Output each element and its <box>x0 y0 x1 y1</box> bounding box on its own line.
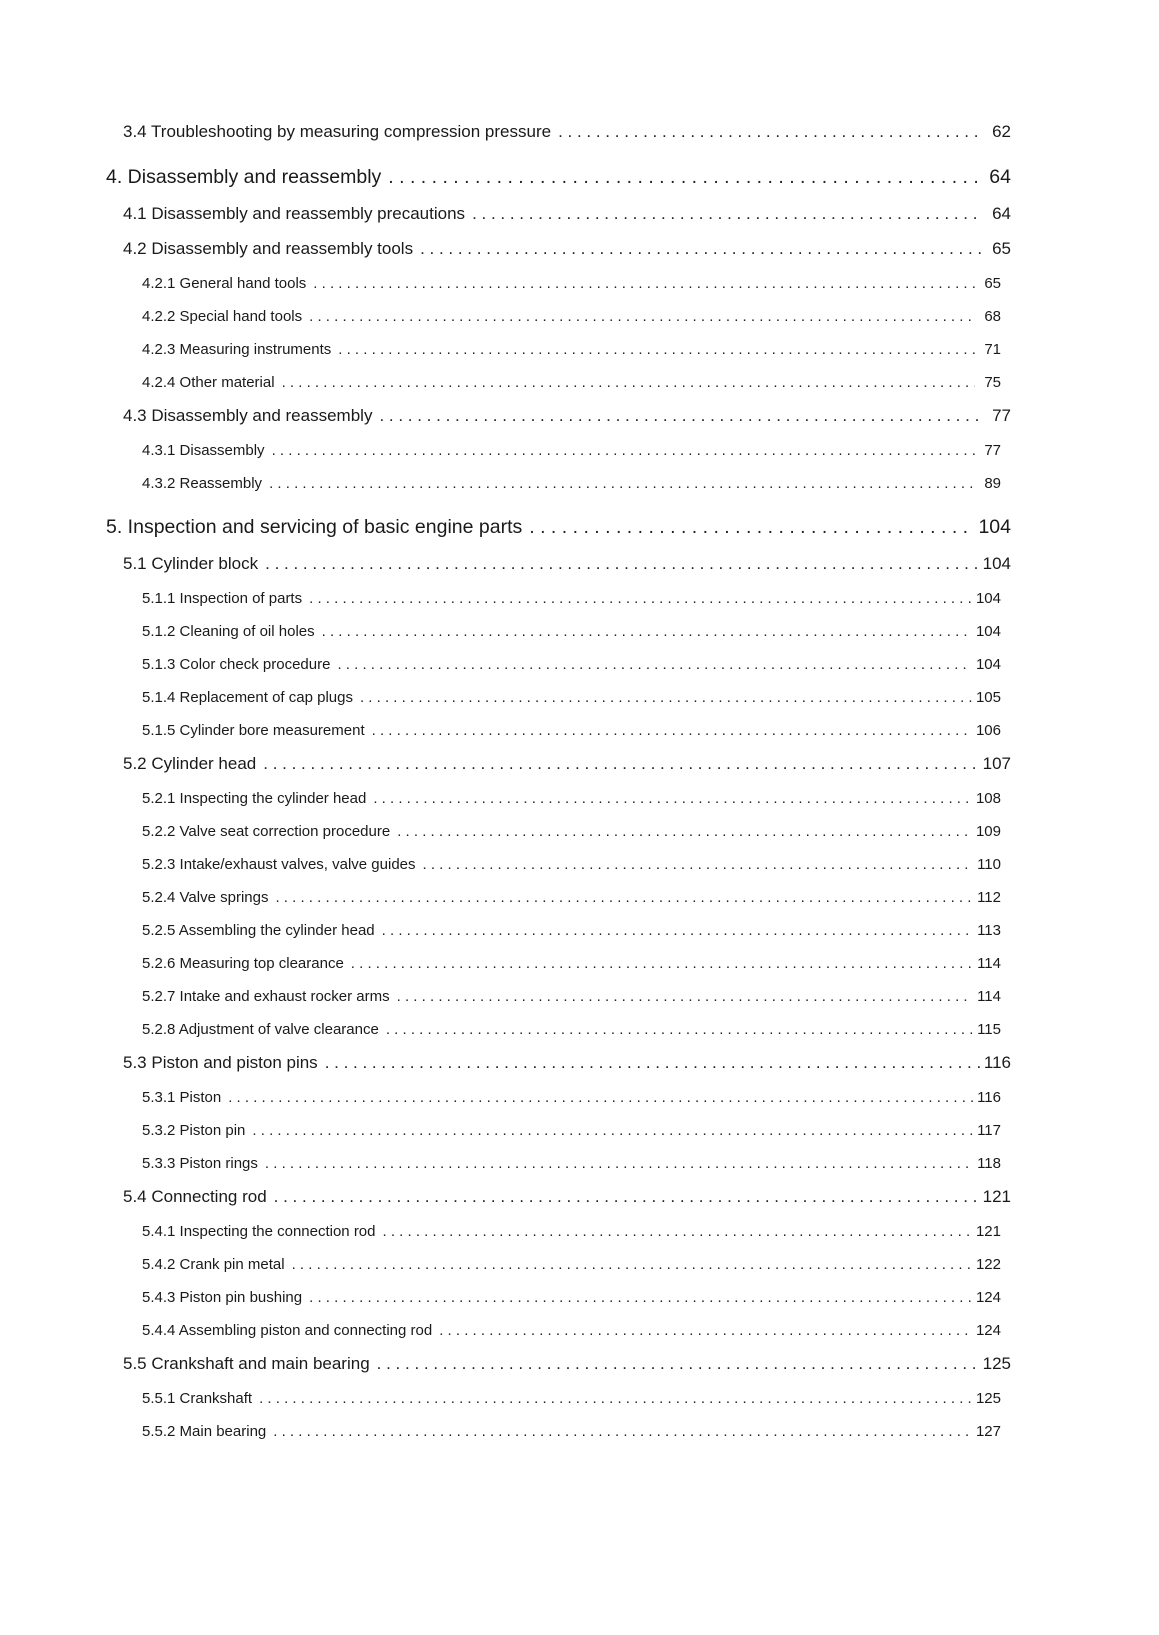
toc-entry-page: 104 <box>978 516 1011 538</box>
toc-entry <box>106 239 1011 259</box>
toc-dot-leader <box>377 1354 979 1374</box>
toc-entry-title: 5.2.3 Intake/exhaust valves, valve guides <box>142 856 416 873</box>
toc-entry <box>106 1322 1011 1339</box>
toc-dot-leader <box>228 1089 973 1106</box>
toc-dot-leader <box>272 442 975 459</box>
toc-dot-leader <box>529 516 974 539</box>
toc-entry-title: 5.2.1 Inspecting the cylinder head <box>142 790 367 807</box>
toc-entry-title: 5.2.2 Valve seat correction procedure <box>142 823 391 840</box>
toc-entry <box>106 1187 1011 1207</box>
toc-dot-leader <box>325 1053 980 1073</box>
toc-entry-page: 104 <box>975 656 1001 673</box>
toc-entry-title: 5.3.2 Piston pin <box>142 1122 246 1139</box>
toc-dot-leader <box>337 656 972 673</box>
toc-dot-leader <box>383 1223 972 1240</box>
toc-entry-page: 62 <box>992 122 1011 141</box>
toc-entry-page: 118 <box>977 1155 1001 1172</box>
toc-entry-page: 64 <box>992 204 1011 223</box>
toc-entry <box>106 341 1011 358</box>
toc-entry-title: 5.1.2 Cleaning of oil holes <box>142 623 315 640</box>
toc-entry-title: 5.4.2 Crank pin metal <box>142 1256 285 1273</box>
toc-entry-title: 5.2.6 Measuring top clearance <box>142 955 344 972</box>
toc-entry-title: 5.3.3 Piston rings <box>142 1155 258 1172</box>
toc-entry-title: 5.5 Crankshaft and main bearing <box>123 1354 370 1373</box>
toc-entry <box>106 516 1011 539</box>
toc-dot-leader <box>397 823 972 840</box>
toc-dot-leader <box>382 922 973 939</box>
toc-entry-page: 114 <box>977 988 1001 1005</box>
toc-entry-page: 124 <box>975 1322 1001 1339</box>
toc-entry-page: 122 <box>975 1256 1001 1273</box>
toc-dot-leader <box>259 1390 972 1407</box>
toc-entry-title: 5.4.1 Inspecting the connection rod <box>142 1223 376 1240</box>
toc-dot-leader <box>388 166 977 189</box>
toc-entry-page: 68 <box>984 308 1001 325</box>
toc-entry <box>106 204 1011 224</box>
toc-dot-leader <box>351 955 973 972</box>
toc-entry-page: 110 <box>977 856 1001 873</box>
toc-entry-title: 5.5.1 Crankshaft <box>142 1390 253 1407</box>
toc-entry-title: 5.4 Connecting rod <box>123 1187 267 1206</box>
toc-entry <box>106 1354 1011 1374</box>
toc-entry-page: 77 <box>992 406 1011 425</box>
toc-entry-title: 5.1.5 Cylinder bore measurement <box>142 722 365 739</box>
toc-dot-leader <box>309 590 972 607</box>
toc-entry-title: 3.4 Troubleshooting by measuring compression pressure <box>123 122 552 141</box>
toc-entry <box>106 590 1011 607</box>
toc-entry-page: 116 <box>977 1089 1001 1106</box>
toc-dot-leader <box>269 475 975 492</box>
toc-entry <box>106 889 1011 906</box>
toc-entry <box>106 554 1011 574</box>
toc-dot-leader <box>386 1021 973 1038</box>
toc-entry-page: 75 <box>984 374 1001 391</box>
toc-entry-title: 5.4.4 Assembling piston and connecting rod <box>142 1322 433 1339</box>
toc-entry-page: 104 <box>975 590 1001 607</box>
toc-dot-leader <box>313 275 975 292</box>
toc-entry <box>106 623 1011 640</box>
toc-entry-title: 4.2.3 Measuring instruments <box>142 341 332 358</box>
toc-entry <box>106 656 1011 673</box>
toc-dot-leader <box>472 204 983 224</box>
toc-entry-page: 106 <box>975 722 1001 739</box>
toc-entry <box>106 722 1011 739</box>
toc-dot-leader <box>372 722 972 739</box>
toc-entry-page: 107 <box>982 754 1011 773</box>
toc-entry-page: 65 <box>992 239 1011 258</box>
toc-entry <box>106 1122 1011 1139</box>
toc-dot-leader <box>338 341 975 358</box>
toc-dot-leader <box>423 856 974 873</box>
toc-dot-leader <box>309 308 975 325</box>
toc-entry <box>106 1053 1011 1073</box>
toc-entry-title: 5.2.7 Intake and exhaust rocker arms <box>142 988 390 1005</box>
toc-entry <box>106 754 1011 774</box>
toc-entry <box>106 374 1011 391</box>
toc-entry <box>106 790 1011 807</box>
toc-dot-leader <box>360 689 972 706</box>
toc-entry-title: 5.1 Cylinder block <box>123 554 259 573</box>
toc-entry-title: 5.3 Piston and piston pins <box>123 1053 318 1072</box>
toc-dot-leader <box>265 554 979 574</box>
toc-entry <box>106 1223 1011 1240</box>
toc-dot-leader <box>265 1155 973 1172</box>
toc-entry-title: 5.2.4 Valve springs <box>142 889 269 906</box>
toc-entry-page: 71 <box>984 341 1001 358</box>
toc-entry <box>106 475 1011 492</box>
toc-entry-page: 125 <box>975 1390 1001 1407</box>
toc-entry <box>106 823 1011 840</box>
toc-entry-title: 4.2 Disassembly and reassembly tools <box>123 239 414 258</box>
toc-entry-title: 5.1.3 Color check procedure <box>142 656 331 673</box>
toc-entry <box>106 1289 1011 1306</box>
toc-entry-title: 5.3.1 Piston <box>142 1089 222 1106</box>
toc-entry-title: 4.2.4 Other material <box>142 374 275 391</box>
toc-entry <box>106 442 1011 459</box>
toc-entry-page: 113 <box>977 922 1001 939</box>
toc-entry <box>106 166 1011 189</box>
toc-entry-page: 77 <box>984 442 1001 459</box>
toc-dot-leader <box>309 1289 972 1306</box>
toc-entry-title: 5.2 Cylinder head <box>123 754 257 773</box>
toc-entry <box>106 922 1011 939</box>
toc-entry-title: 5.2.5 Assembling the cylinder head <box>142 922 375 939</box>
toc-entry-page: 65 <box>984 275 1001 292</box>
toc-entry <box>106 308 1011 325</box>
toc-entry-title: 5.1.1 Inspection of parts <box>142 590 303 607</box>
toc-dot-leader <box>373 790 972 807</box>
toc-entry-page: 89 <box>984 475 1001 492</box>
toc-list <box>106 122 1011 1440</box>
toc-dot-leader <box>282 374 975 391</box>
toc-entry-title: 5.4.3 Piston pin bushing <box>142 1289 303 1306</box>
toc-entry-page: 127 <box>975 1423 1001 1440</box>
toc-dot-leader <box>275 889 973 906</box>
toc-entry-page: 117 <box>977 1122 1001 1139</box>
toc-dot-leader <box>379 406 983 426</box>
toc-entry-title: 4.1 Disassembly and reassembly precautions <box>123 204 466 223</box>
toc-entry-page: 108 <box>975 790 1001 807</box>
toc-entry-page: 124 <box>975 1289 1001 1306</box>
toc-entry <box>106 406 1011 426</box>
toc-dot-leader <box>397 988 973 1005</box>
toc-entry-page: 64 <box>989 166 1011 188</box>
toc-entry <box>106 1089 1011 1106</box>
toc-entry <box>106 122 1011 142</box>
toc-entry-page: 112 <box>977 889 1001 906</box>
toc-entry-title: 5.5.2 Main bearing <box>142 1423 267 1440</box>
toc-entry-page: 114 <box>977 955 1001 972</box>
toc-entry-title: 5.1.4 Replacement of cap plugs <box>142 689 353 706</box>
toc-entry <box>106 856 1011 873</box>
toc-entry-title: 5. Inspection and servicing of basic engine parts <box>106 516 523 538</box>
toc-entry-page: 104 <box>975 623 1001 640</box>
toc-dot-leader <box>263 754 978 774</box>
toc-dot-leader <box>292 1256 972 1273</box>
toc-entry <box>106 1256 1011 1273</box>
toc-dot-leader <box>274 1187 979 1207</box>
toc-entry-page: 125 <box>982 1354 1011 1373</box>
toc-dot-leader <box>420 239 983 259</box>
toc-entry <box>106 955 1011 972</box>
toc-entry-page: 121 <box>982 1187 1011 1206</box>
toc-entry <box>106 1390 1011 1407</box>
toc-entry-page: 104 <box>982 554 1011 573</box>
toc-entry <box>106 988 1011 1005</box>
toc-entry-page: 109 <box>975 823 1001 840</box>
toc-entry <box>106 275 1011 292</box>
toc-entry <box>106 1155 1011 1172</box>
toc-entry-page: 115 <box>977 1021 1001 1038</box>
toc-entry-title: 4.2.1 General hand tools <box>142 275 307 292</box>
toc-entry-title: 4.2.2 Special hand tools <box>142 308 303 325</box>
toc-dot-leader <box>252 1122 973 1139</box>
toc-entry-title: 4.3 Disassembly and reassembly <box>123 406 373 425</box>
toc-dot-leader <box>273 1423 972 1440</box>
toc-entry-title: 4.3.2 Reassembly <box>142 475 263 492</box>
toc-dot-leader <box>558 122 983 142</box>
toc-entry <box>106 689 1011 706</box>
toc-entry-page: 105 <box>975 689 1001 706</box>
toc-entry-page: 121 <box>975 1223 1001 1240</box>
toc-entry-title: 4. Disassembly and reassembly <box>106 166 382 188</box>
toc-entry-page: 116 <box>983 1053 1011 1072</box>
toc-entry-title: 5.2.8 Adjustment of valve clearance <box>142 1021 379 1038</box>
toc-dot-leader <box>322 623 972 640</box>
toc-entry <box>106 1423 1011 1440</box>
toc-entry-title: 4.3.1 Disassembly <box>142 442 265 459</box>
toc-entry <box>106 1021 1011 1038</box>
toc-dot-leader <box>439 1322 972 1339</box>
